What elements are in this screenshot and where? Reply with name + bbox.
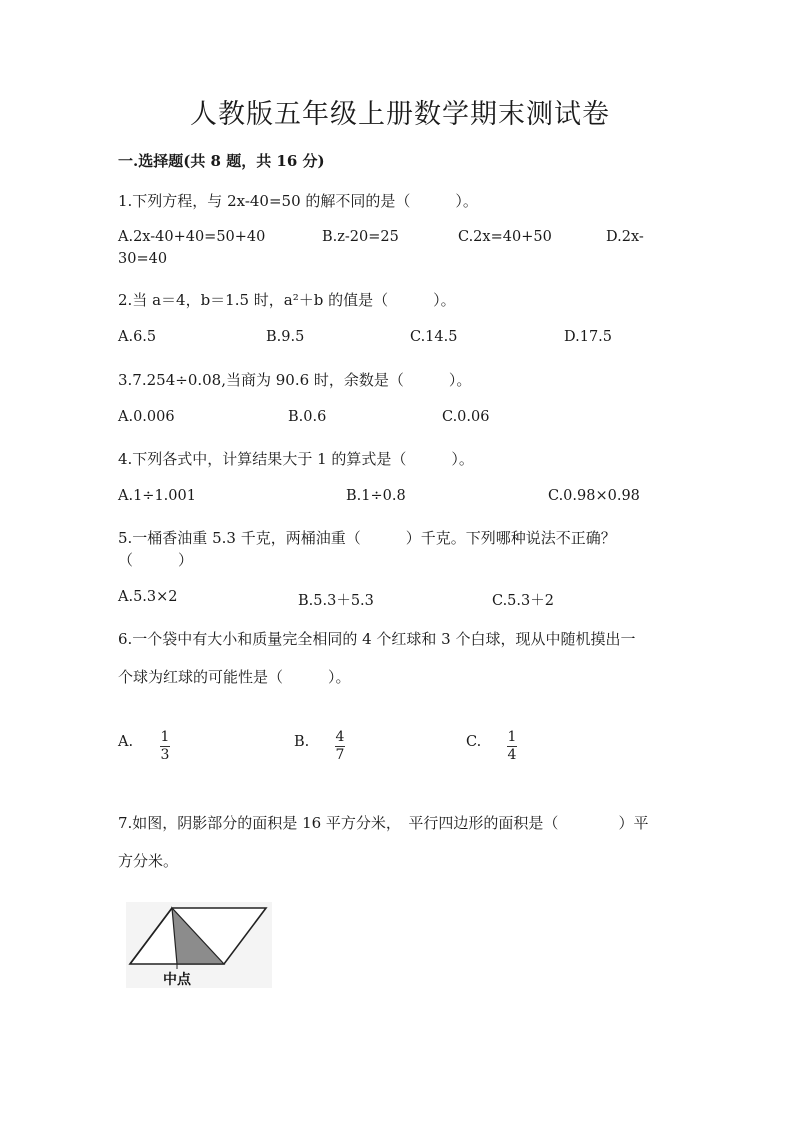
question-6-option-b-label: B.: [294, 734, 310, 750]
question-1-option-d-continuation: 30=40: [118, 251, 168, 267]
fraction-denominator: 3: [160, 747, 170, 763]
question-2-option-b: B.9.5: [266, 329, 305, 345]
question-5-option-c: C.5.3＋2: [492, 593, 554, 609]
question-2-stem: 2.当 a＝4，b＝1.5 时，a²＋b 的值是（ ）。: [118, 291, 456, 309]
question-5-stem: 5.一桶香油重 5.3 千克，两桶油重（ ）千克。下列哪种说法不正确？: [118, 529, 616, 547]
question-6-option-a-label: A.: [118, 734, 134, 750]
fraction-numerator: 1: [160, 729, 170, 745]
question-5-option-b: B.5.3＋5.3: [298, 593, 374, 609]
fraction-denominator: 7: [335, 747, 345, 763]
fraction-numerator: 4: [335, 729, 345, 745]
question-4-option-c: C.0.98×0.98: [548, 488, 640, 504]
question-4-option-a: A.1÷1.001: [118, 488, 196, 504]
question-7-stem-line2: 方分米。: [118, 852, 179, 870]
fraction-denominator: 4: [507, 747, 517, 763]
question-4-option-b: B.1÷0.8: [346, 488, 406, 504]
question-1-stem: 1.下列方程，与 2x-40=50 的解不同的是（ ）。: [118, 192, 478, 210]
question-6-option-b-fraction: [335, 726, 345, 763]
midpoint-label: 中点: [163, 972, 191, 988]
question-6-option-c-label: C.: [466, 734, 482, 750]
page-title: 人教版五年级上册数学期末测试卷: [190, 99, 610, 130]
question-3-stem: 3.7.254÷0.08,当商为 90.6 时，余数是（ ）。: [118, 371, 472, 389]
question-5-option-a: A.5.3×2: [118, 589, 178, 605]
question-5-stem-line2: （ ）: [118, 551, 194, 569]
question-6-option-a-fraction: [160, 726, 170, 763]
parallelogram-figure: [126, 902, 272, 988]
question-3-option-b: B.0.6: [288, 409, 327, 425]
question-6-stem: 6.一个袋中有大小和质量完全相同的 4 个红球和 3 个白球，现从中随机摸出一: [118, 630, 636, 648]
question-2-option-c: C.14.5: [410, 329, 458, 345]
question-4-stem: 4.下列各式中，计算结果大于 1 的算式是（ ）。: [118, 450, 474, 468]
question-2-option-d: D.17.5: [564, 329, 613, 345]
question-3-option-a: A.0.006: [118, 409, 175, 425]
question-6-option-c-fraction: [507, 726, 517, 763]
question-1-option-a: A.2x-40+40=50+40: [118, 229, 266, 245]
question-6-stem-line2: 个球为红球的可能性是（ ）。: [118, 668, 351, 686]
section-heading: 一.选择题(共 8 题，共 16 分): [118, 152, 325, 170]
question-1-option-c: C.2x=40+50: [458, 229, 552, 245]
question-1-option-b: B.z-20=25: [322, 229, 399, 245]
question-2-option-a: A.6.5: [118, 329, 157, 345]
question-3-option-c: C.0.06: [442, 409, 490, 425]
question-1-option-d: D.2x-: [606, 229, 644, 245]
fraction-numerator: 1: [507, 729, 517, 745]
question-7-stem: 7.如图，阴影部分的面积是 16 平方分米， 平行四边形的面积是（ ）平: [118, 814, 649, 832]
